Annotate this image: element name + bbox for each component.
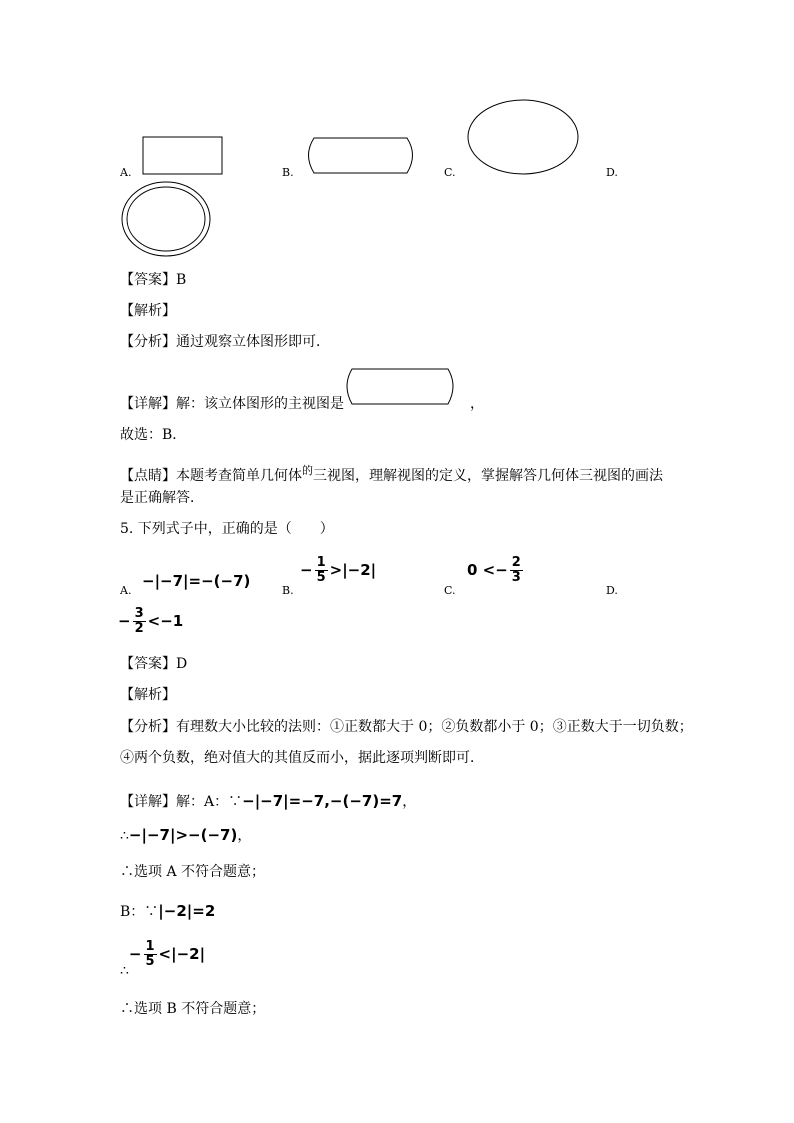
q5-therefore-a-expr: −|−7|>−(−7) <box>128 826 238 844</box>
option-c-label: C. <box>444 166 456 179</box>
q5-fenxi-line-1: 【分析】有理数大小比较的法则：①正数都大于 0；②负数都小于 0；③正数大于一切负数； <box>120 719 693 735</box>
q5-therefore-a-suffix: ， <box>237 828 252 844</box>
q5-option-d-label: D. <box>606 584 618 597</box>
q4-conclusion: 故选：B． <box>120 427 187 443</box>
q5-therefore-b-fraction <box>144 940 157 969</box>
q5-option-c-numerator: 2 <box>511 555 521 570</box>
therefore-symbol: ∴ <box>120 963 129 979</box>
q5-detail-b-prefix: B：∵ <box>120 904 159 920</box>
q5-option-d-denominator: 2 <box>134 621 144 636</box>
q5-option-c-prefix: 0 <− <box>467 561 508 579</box>
q5-detail-b <box>120 902 215 921</box>
q5-option-a-expr: −|−7|=−(−7) <box>142 572 251 590</box>
q5-option-b-expr <box>300 556 376 585</box>
q5-not-b: ∴选项 B 不符合题意； <box>120 1001 266 1017</box>
option-a-label: A. <box>120 166 132 179</box>
q5-option-a-label: A. <box>120 584 132 597</box>
q5-option-b-label: B. <box>282 584 294 597</box>
q4-comment-line-1 <box>120 462 663 485</box>
option-d-label: D. <box>606 166 618 179</box>
q5-therefore-b-rest: <|−2| <box>158 945 206 963</box>
q5-option-c-fraction <box>510 556 523 585</box>
q4-comment-superscript: 的 <box>302 464 313 477</box>
q5-option-b-fraction <box>315 556 328 585</box>
q5-analysis-heading: 【解析】 <box>120 687 176 703</box>
q5-not-a: ∴选项 A 不符合题意； <box>120 864 266 880</box>
q5-option-c-label: C. <box>444 584 456 597</box>
q5-answer: 【答案】D <box>120 656 188 672</box>
q5-detail-a-expr: −|−7|=−7,−(−7)=7 <box>242 792 403 810</box>
q4-detail-suffix: ， <box>470 396 484 412</box>
q4-comment-part-b: 三视图，理解视图的定义，掌握解答几何体三视图的画法 <box>313 468 663 484</box>
q5-option-d-fraction <box>133 607 146 636</box>
q5-detail-a-suffix: ， <box>402 794 417 810</box>
q5-detail-a-prefix: 【详解】解：A：∵ <box>120 794 243 810</box>
q5-option-d-expr <box>118 607 183 636</box>
q5-option-b-numerator: 1 <box>316 555 326 570</box>
q5-therefore-a <box>120 826 251 845</box>
q5-option-d-numerator: 3 <box>134 606 144 621</box>
q5-option-d-rest: <−1 <box>147 612 184 630</box>
q5-option-b-sign: − <box>300 561 313 579</box>
q5-therefore-b-denominator: 5 <box>145 954 155 969</box>
therefore-symbol: ∴ <box>120 828 129 844</box>
q5-option-d-sign: − <box>118 612 131 630</box>
q5-therefore-b-numerator: 1 <box>145 939 155 954</box>
q5-therefore-b <box>120 940 205 980</box>
q5-fenxi-line-2: ④两个负数，绝对值大的其值反而小，据此逐项判断即可． <box>120 750 484 766</box>
option-b-label: B. <box>282 166 294 179</box>
q4-fenxi: 【分析】通过观察立体图形即可． <box>120 334 330 350</box>
q4-comment-part-a: 【点睛】本题考查简单几何体 <box>120 468 302 484</box>
q4-comment-line-2: 是正确解答． <box>120 490 204 506</box>
q5-option-c-denominator: 3 <box>511 570 521 585</box>
q5-detail-b-expr: |−2|=2 <box>158 902 216 920</box>
q5-option-c-expr <box>467 556 525 585</box>
q5-option-b-rest: >|−2| <box>329 561 377 579</box>
q4-analysis-heading: 【解析】 <box>120 303 176 319</box>
q4-answer: 【答案】B <box>120 272 187 288</box>
q5-therefore-b-sign: − <box>128 945 142 963</box>
q4-detail-prefix: 【详解】解：该立体图形的主视图是 <box>120 396 344 412</box>
q5-option-b-denominator: 5 <box>316 570 326 585</box>
q5-stem: 5. 下列式子中，正确的是（ ） <box>120 521 334 537</box>
q5-detail-a <box>120 792 416 811</box>
